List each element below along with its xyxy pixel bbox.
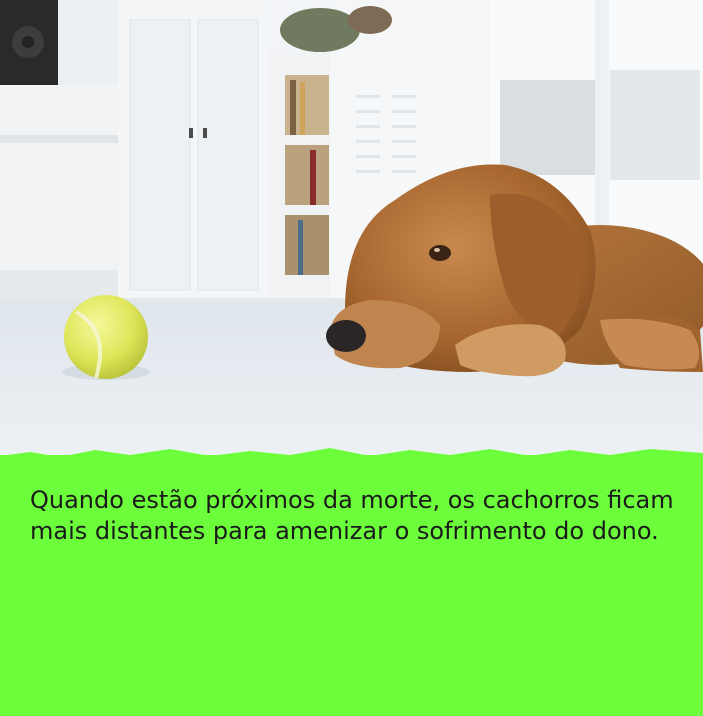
caption-text: Quando estão próximos da morte, os cachorros ficam mais distantes para amenizar o sofrimento do dono. [30,486,674,545]
